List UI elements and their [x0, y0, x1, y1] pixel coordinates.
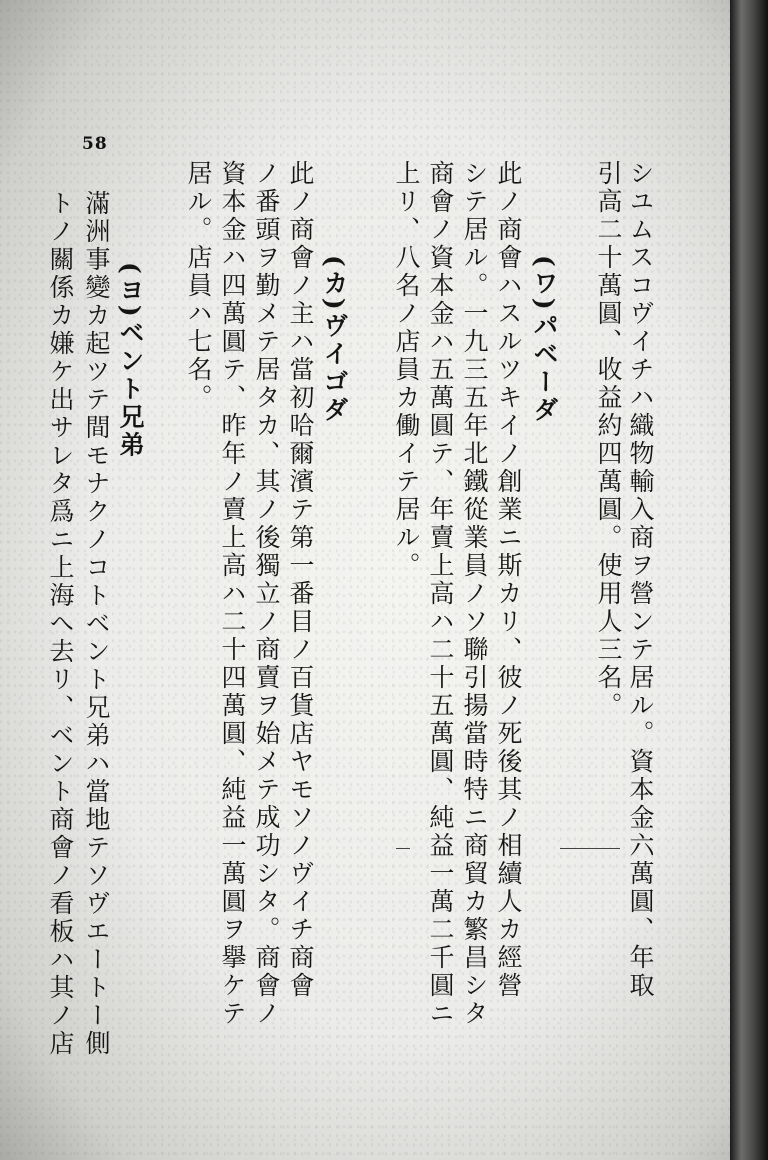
text-column-11: 資本金ハ四萬圓テ、昨年ノ賣上高ハ二十四萬圓、純益一萬圓ヲ擧ケテ [218, 160, 247, 1028]
text-column-6: 商會ノ資本金ハ五萬圓テ、年賣上高ハ二十五萬圓、純益一萬二千圓ニ [426, 160, 455, 1028]
text-column-2: 引高二十萬圓、收益約四萬圓。使用人三名。 [594, 160, 623, 720]
text-column-15: トノ關係カ嫌ケ出サレタ爲ニ上海へ去リ、ベント商會ノ看板ハ其ノ店 [46, 190, 75, 1058]
text-column-14: 滿洲事變カ起ツテ間モナクノコトベント兄弟ハ當地テソヴエートー側 [82, 190, 111, 1058]
separator-line [396, 848, 410, 849]
text-column-4: 此ノ商會ハスルツキイノ創業ニ斯カリ、彼ノ死後其ノ相續人カ經營 [494, 160, 523, 1000]
text-column-12: 居ル。店員ハ七名。 [184, 160, 213, 412]
page-edge [730, 0, 768, 1160]
section-heading-ka: (カ)ヴイゴダ [320, 255, 349, 425]
separator-line [560, 848, 620, 849]
text-column-7: 上リ、八名ノ店員カ働イテ居ル。 [392, 160, 421, 580]
section-heading-yo: (ヨ)ベント兄弟 [116, 262, 145, 460]
text-column-1: シユムスコヴイチハ織物輸入商ヲ營ンテ居ル。資本金六萬圓、年取 [626, 160, 655, 1000]
text-column-10: ノ番頭ヲ勤メテ居タカ、其ノ後獨立ノ商賣ヲ始メテ成功シタ。商會ノ [252, 160, 281, 1028]
text-column-9: 此ノ商會ノ主ハ當初哈爾濱テ第一番目ノ百貨店ヤモソノヴイチ商會 [286, 160, 315, 1000]
section-heading-wa: (ワ)パベーダ [530, 255, 559, 425]
text-column-5: シテ居ル。一九三五年北鐵從業員ノソ聯引揚當時特ニ商貿カ繁昌シタ [460, 160, 489, 1028]
page-number: 58 [82, 134, 108, 154]
